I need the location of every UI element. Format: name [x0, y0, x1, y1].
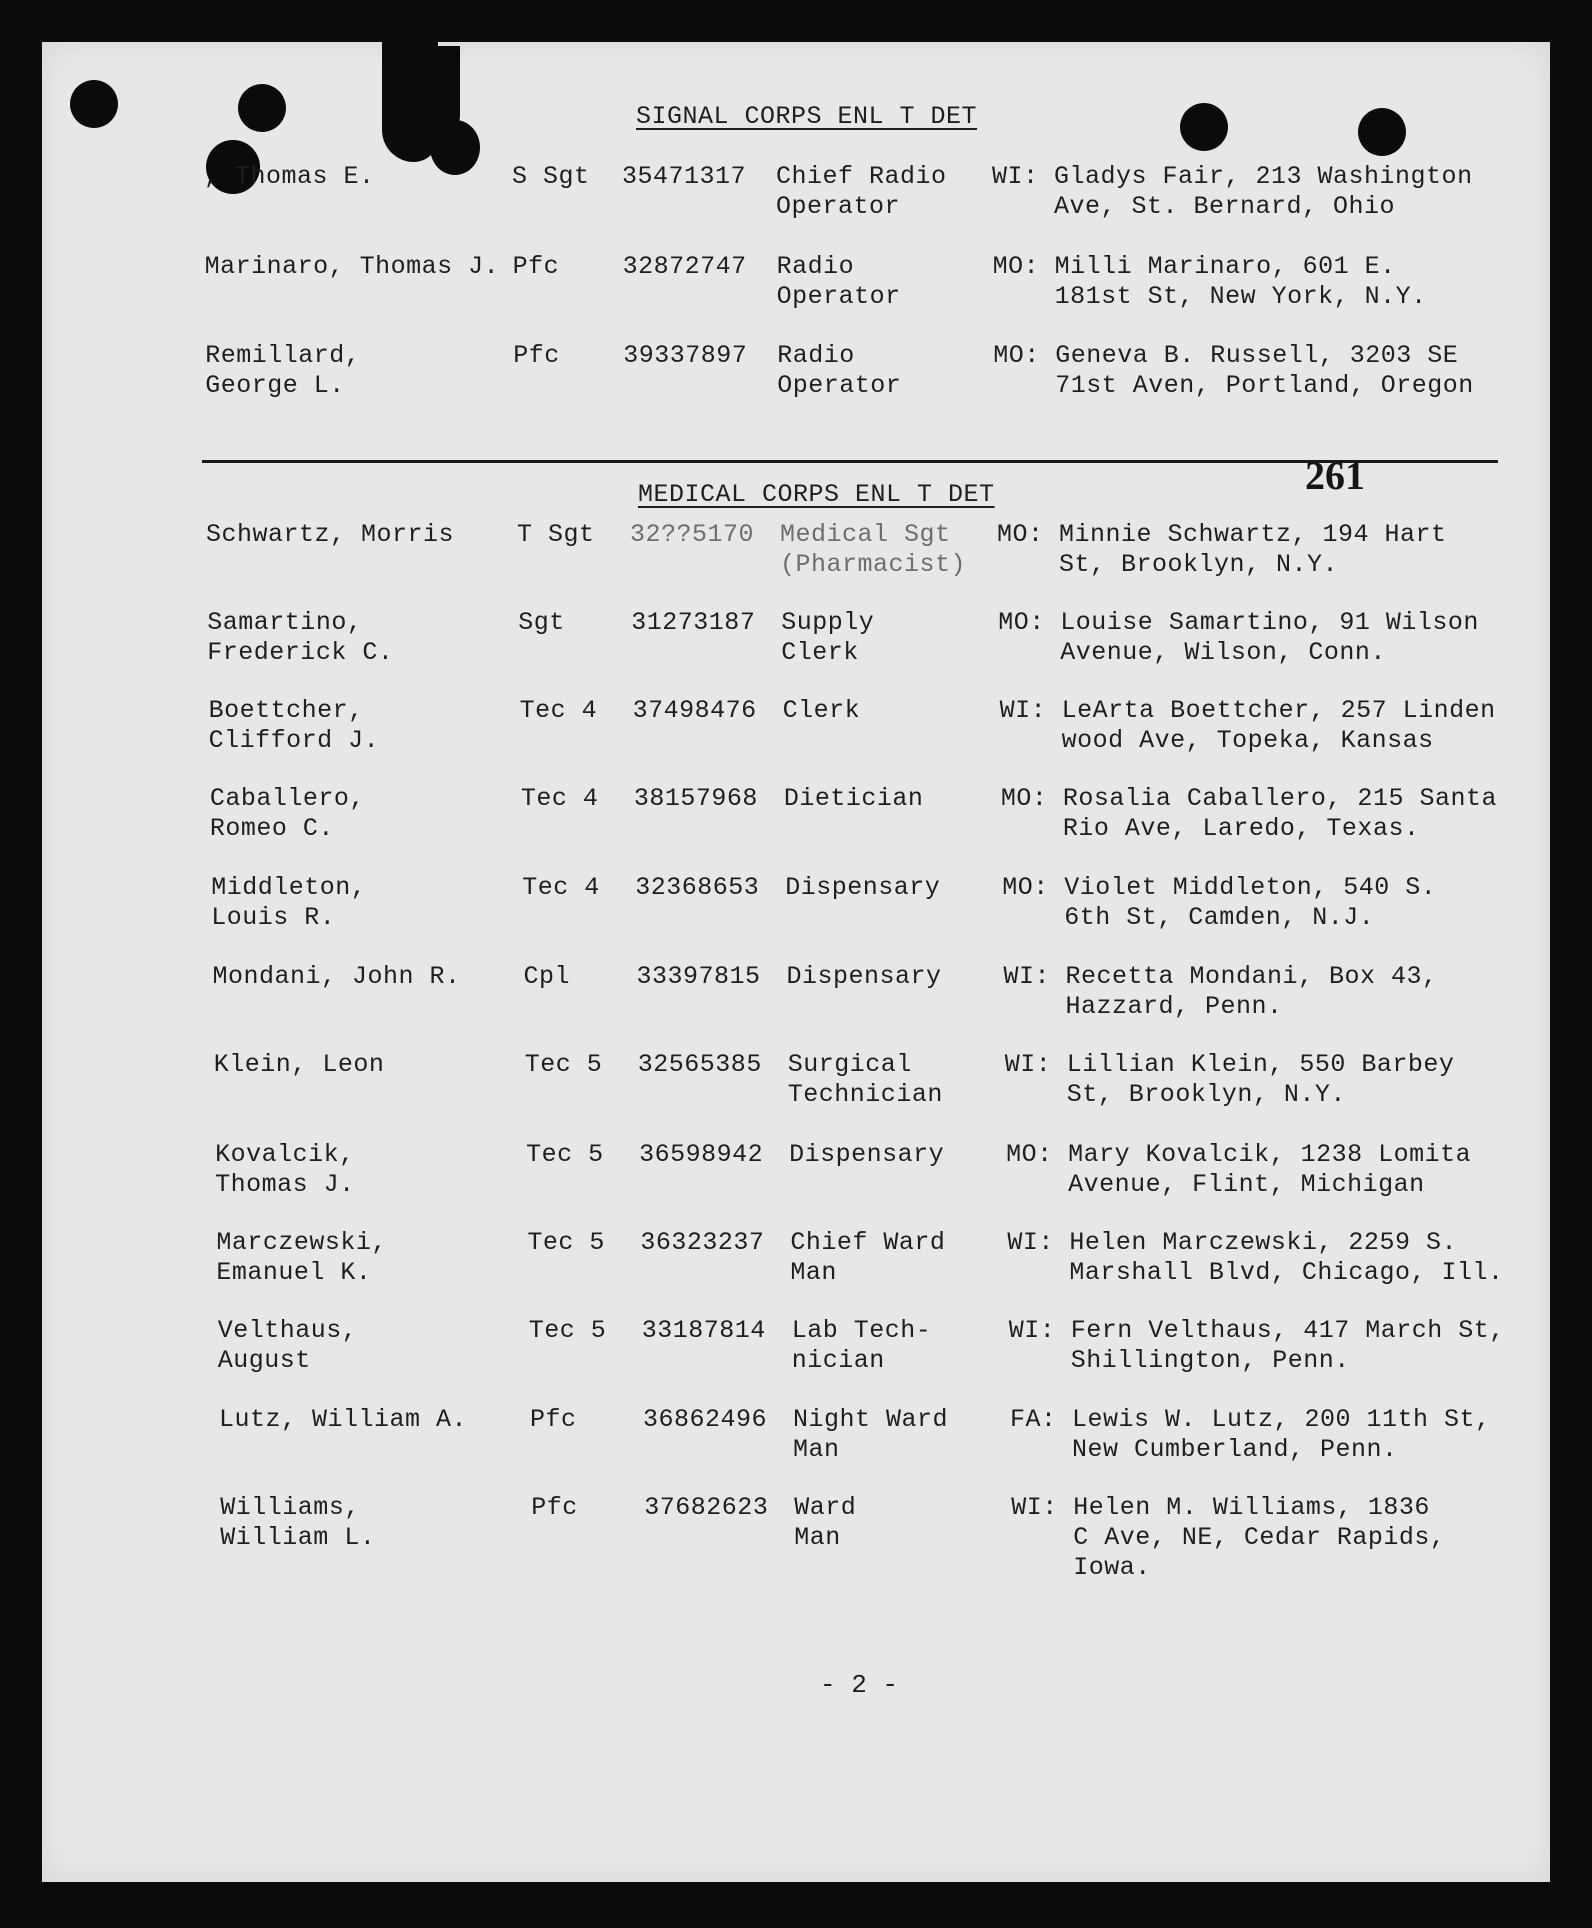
punch-hole: [1180, 103, 1228, 151]
roster-relation: MO:: [1002, 873, 1049, 902]
roster-address: Lewis W. Lutz, 200 11th St,: [1072, 1405, 1491, 1434]
roster-relation: WI:: [1011, 1493, 1058, 1522]
roster-serial: 35471317: [622, 162, 747, 191]
roster-name: Louis R.: [211, 903, 336, 932]
roster-name: Mondani, John R.: [212, 962, 461, 991]
roster-duty: nician: [791, 1346, 885, 1375]
roster-address: Mary Kovalcik, 1238 Lomita: [1068, 1140, 1472, 1169]
roster-name: Williams,: [220, 1493, 360, 1522]
roster-rank: T Sgt: [517, 520, 595, 549]
roster-rank: Tec 5: [526, 1140, 604, 1169]
roster-serial: 36598942: [639, 1140, 764, 1169]
roster-name: Emanuel K.: [216, 1258, 372, 1287]
roster-rank: Tec 5: [527, 1228, 605, 1257]
roster-serial: 37682623: [644, 1493, 769, 1522]
roster-name: August: [217, 1346, 311, 1375]
roster-name: Frederick C.: [207, 638, 394, 667]
roster-address: 71st Aven, Portland, Oregon: [1055, 371, 1474, 400]
roster-serial: 33397815: [636, 962, 761, 991]
roster-duty: Technician: [787, 1080, 943, 1109]
roster-rank: Tec 5: [528, 1316, 607, 1345]
punch-hole: [70, 80, 118, 128]
roster-rank: Tec 4: [522, 873, 600, 902]
roster-address: LeArta Boettcher, 257 Linden: [1061, 696, 1496, 725]
roster-address: Helen Marczewski, 2259 S.: [1069, 1228, 1457, 1257]
roster-address: New Cumberland, Penn.: [1072, 1435, 1398, 1464]
roster-name: Thomas J.: [215, 1170, 355, 1199]
roster-duty: Man: [790, 1258, 837, 1287]
roster-name: George L.: [205, 371, 345, 400]
roster-duty: Lab Tech-: [791, 1316, 932, 1345]
roster-duty: Ward: [794, 1493, 857, 1522]
roster-serial: 36323237: [640, 1228, 765, 1257]
roster-rank: Tec 4: [520, 784, 599, 813]
torn-edge: [430, 120, 480, 175]
roster-name: Boettcher,: [208, 696, 364, 725]
roster-rank: Pfc: [530, 1405, 577, 1434]
roster-address: St, Brooklyn, N.Y.: [1066, 1080, 1346, 1109]
roster-serial: 32??5170: [630, 520, 755, 549]
roster-duty: Clerk: [782, 696, 861, 725]
roster-rank: Cpl: [523, 962, 571, 991]
roster-duty: Man: [794, 1523, 841, 1552]
roster-duty: Radio: [777, 341, 855, 370]
roster-duty: Dietician: [783, 784, 924, 813]
roster-serial: 32368653: [635, 873, 760, 902]
roster-address: 6th St, Camden, N.J.: [1064, 903, 1375, 932]
roster-rank: Tec 5: [524, 1050, 603, 1079]
roster-rank: Pfc: [512, 252, 560, 281]
roster-relation: MO:: [1000, 784, 1048, 813]
roster-relation: MO:: [992, 252, 1040, 281]
roster-duty: Night Ward: [793, 1405, 949, 1434]
roster-duty: Chief Ward: [790, 1228, 946, 1257]
roster-name: Middleton,: [211, 873, 367, 902]
roster-relation: WI:: [1007, 1228, 1054, 1257]
roster-address: Lillian Klein, 550 Barbey: [1066, 1050, 1455, 1079]
roster-rank: S Sgt: [512, 162, 590, 191]
roster-address: Fern Velthaus, 417 March St,: [1070, 1316, 1505, 1345]
roster-name: Marczewski,: [216, 1228, 387, 1257]
roster-relation: MO:: [997, 520, 1044, 549]
roster-address: wood Ave, Topeka, Kansas: [1061, 726, 1434, 755]
roster-address: Milli Marinaro, 601 E.: [1054, 252, 1396, 281]
roster-serial: 38157968: [633, 784, 758, 813]
roster-name: , Thomas E.: [204, 162, 375, 191]
page-number: - 2 -: [820, 1670, 899, 1700]
roster-serial: 33187814: [641, 1316, 766, 1345]
roster-duty: (Pharmacist): [780, 550, 967, 579]
roster-name: Romeo C.: [209, 814, 334, 843]
roster-serial: 36862496: [643, 1405, 768, 1434]
roster-rank: Pfc: [513, 341, 560, 370]
roster-name: Klein, Leon: [213, 1050, 385, 1079]
punch-hole: [238, 84, 286, 132]
roster-address: Violet Middleton, 540 S.: [1064, 873, 1437, 902]
roster-serial: 39337897: [623, 341, 748, 370]
roster-duty: Dispensary: [789, 1140, 945, 1169]
section-divider: [202, 460, 1498, 463]
roster-address: Minnie Schwartz, 194 Hart: [1059, 520, 1447, 549]
roster-duty: Operator: [776, 282, 901, 311]
roster-duty: Dispensary: [785, 873, 941, 902]
section-heading-medical: MEDICAL CORPS ENL T DET: [638, 480, 995, 509]
roster-address: Avenue, Flint, Michigan: [1068, 1170, 1425, 1199]
roster-address: Avenue, Wilson, Conn.: [1060, 638, 1386, 667]
roster-relation: MO:: [998, 608, 1045, 637]
roster-relation: WI:: [999, 696, 1047, 725]
roster-name: Marinaro, Thomas J.: [204, 252, 500, 281]
roster-duty: Supply: [781, 608, 875, 637]
roster-address: C Ave, NE, Cedar Rapids,: [1073, 1523, 1446, 1552]
roster-address: Ave, St. Bernard, Ohio: [1054, 192, 1396, 221]
roster-relation: FA:: [1010, 1405, 1057, 1434]
roster-name: Remillard,: [205, 341, 361, 370]
roster-relation: WI:: [1003, 962, 1051, 991]
roster-serial: 31273187: [631, 608, 756, 637]
roster-name: Schwartz, Morris: [206, 520, 455, 549]
roster-address: Marshall Blvd, Chicago, Ill.: [1069, 1258, 1504, 1287]
roster-name: Kovalcik,: [215, 1140, 355, 1169]
roster-address: Helen M. Williams, 1836: [1073, 1493, 1430, 1522]
roster-duty: Surgical: [787, 1050, 912, 1079]
roster-address: Louise Samartino, 91 Wilson: [1060, 608, 1479, 637]
roster-relation: MO:: [1006, 1140, 1053, 1169]
roster-relation: WI:: [1008, 1316, 1056, 1345]
roster-rank: Tec 4: [519, 696, 598, 725]
page-stamp: 261: [1305, 453, 1365, 498]
roster-address: 181st St, New York, N.Y.: [1054, 282, 1427, 311]
roster-serial: 32565385: [637, 1050, 762, 1079]
roster-name: Lutz, William A.: [219, 1405, 468, 1434]
roster-address: Recetta Mondani, Box 43,: [1065, 962, 1438, 991]
roster-address: Hazzard, Penn.: [1065, 992, 1283, 1021]
roster-name: Samartino,: [207, 608, 363, 637]
roster-duty: Dispensary: [786, 962, 942, 991]
roster-duty: Man: [793, 1435, 840, 1464]
roster-duty: Operator: [777, 371, 902, 400]
roster-name: Clifford J.: [208, 726, 380, 755]
roster-address: St, Brooklyn, N.Y.: [1059, 550, 1339, 579]
roster-serial: 37498476: [632, 696, 757, 725]
roster-duty: Medical Sgt: [780, 520, 951, 549]
roster-address: Shillington, Penn.: [1070, 1346, 1350, 1375]
roster-relation: WI:: [1004, 1050, 1052, 1079]
roster-name: William L.: [220, 1523, 376, 1552]
roster-duty: Chief Radio: [776, 162, 947, 191]
roster-serial: 32872747: [622, 252, 747, 281]
roster-rank: Pfc: [531, 1493, 578, 1522]
roster-duty: Operator: [776, 192, 901, 221]
roster-rank: Sgt: [518, 608, 565, 637]
roster-address: Rio Ave, Laredo, Texas.: [1062, 814, 1420, 843]
roster-duty: Radio: [776, 252, 855, 281]
roster-name: Caballero,: [209, 784, 365, 813]
roster-address: Rosalia Caballero, 215 Santa: [1062, 784, 1497, 813]
roster-address: Iowa.: [1073, 1553, 1151, 1582]
roster-duty: Clerk: [781, 638, 859, 667]
section-heading-signal: SIGNAL CORPS ENL T DET: [636, 102, 978, 131]
punch-hole: [1358, 108, 1406, 156]
roster-address: Gladys Fair, 213 Washington: [1054, 162, 1473, 191]
roster-relation: MO:: [993, 341, 1040, 370]
roster-name: Velthaus,: [217, 1316, 358, 1345]
roster-relation: WI:: [992, 162, 1039, 191]
roster-address: Geneva B. Russell, 3203 SE: [1055, 341, 1459, 370]
